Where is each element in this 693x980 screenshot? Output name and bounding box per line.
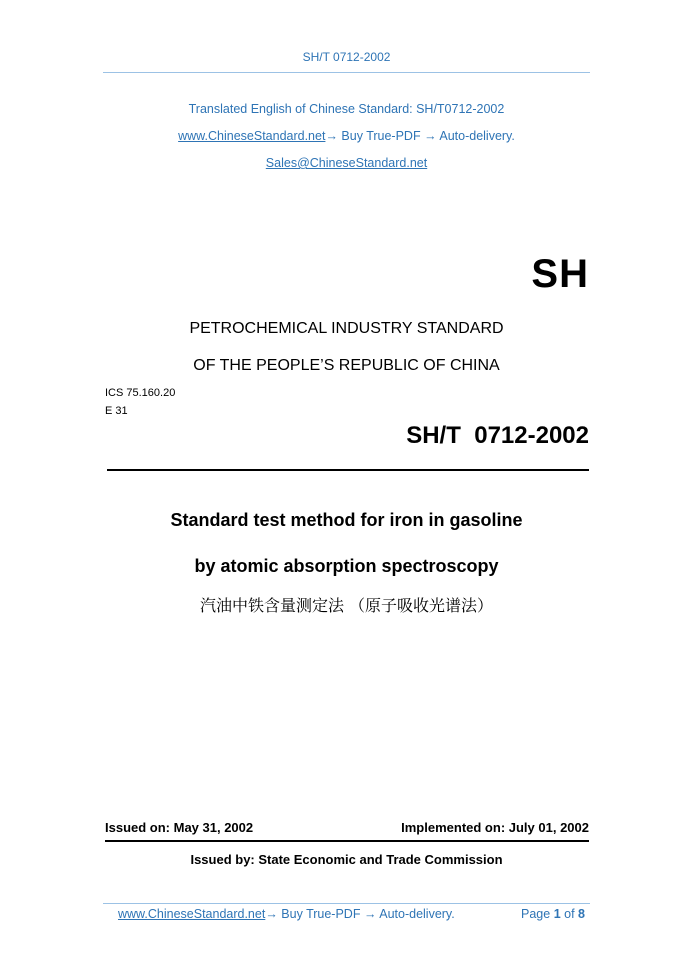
doc-title-line2: by atomic absorption spectroscopy (194, 556, 499, 576)
footer-buy-text: Buy True-PDF (277, 907, 364, 921)
issued-by: Issued by: State Economic and Trade Commission (190, 852, 503, 867)
site-link[interactable]: www.ChineseStandard.net (178, 129, 326, 143)
standard-number: SH/T 0712-2002 (406, 422, 589, 449)
issue-rule (105, 840, 589, 842)
buy-text: Buy True-PDF (337, 129, 425, 143)
email-line (0, 156, 693, 170)
arrow-icon: → (265, 907, 278, 921)
page-label: Page (521, 907, 551, 921)
footer-buy-line (118, 907, 455, 921)
implemented-on: Implemented on: July 01, 2002 (401, 820, 589, 835)
translated-line: Translated English of Chinese Standard: SH/T0712-2002 (188, 102, 505, 116)
header-rule (103, 72, 590, 73)
title-rule (107, 469, 589, 471)
arrow-icon: → (424, 129, 437, 143)
page-number: 1 (553, 907, 561, 921)
buy-line (0, 129, 693, 143)
sh-logo: SH (531, 252, 589, 296)
ics-code: ICS 75.160.20 (105, 387, 176, 399)
standard-title-line2: OF THE PEOPLE’S REPUBLIC OF CHINA (193, 357, 500, 374)
page-total: 8 (578, 907, 585, 921)
footer-site-link[interactable]: www.ChineseStandard.net (118, 907, 266, 921)
arrow-icon: → (325, 129, 338, 143)
arrow-icon: → (363, 907, 377, 921)
standard-title-line1: PETROCHEMICAL INDUSTRY STANDARD (189, 320, 504, 337)
of-label: of (564, 907, 575, 921)
email-link[interactable]: Sales@ChineseStandard.net (265, 156, 428, 170)
footer-rule (103, 903, 590, 904)
doc-title-line1: Standard test method for iron in gasoline (170, 510, 523, 530)
issued-on: Issued on: May 31, 2002 (105, 820, 254, 835)
footer-auto-delivery-text: Auto-delivery. (376, 907, 455, 921)
doc-title-chinese: 汽油中铁含量测定法 （原子吸收光谱法） (199, 596, 494, 615)
auto-delivery-text: Auto-delivery. (436, 129, 515, 143)
header-code: SH/T 0712-2002 (302, 50, 391, 64)
page-indicator (521, 907, 585, 921)
ccs-code: E 31 (105, 405, 128, 417)
